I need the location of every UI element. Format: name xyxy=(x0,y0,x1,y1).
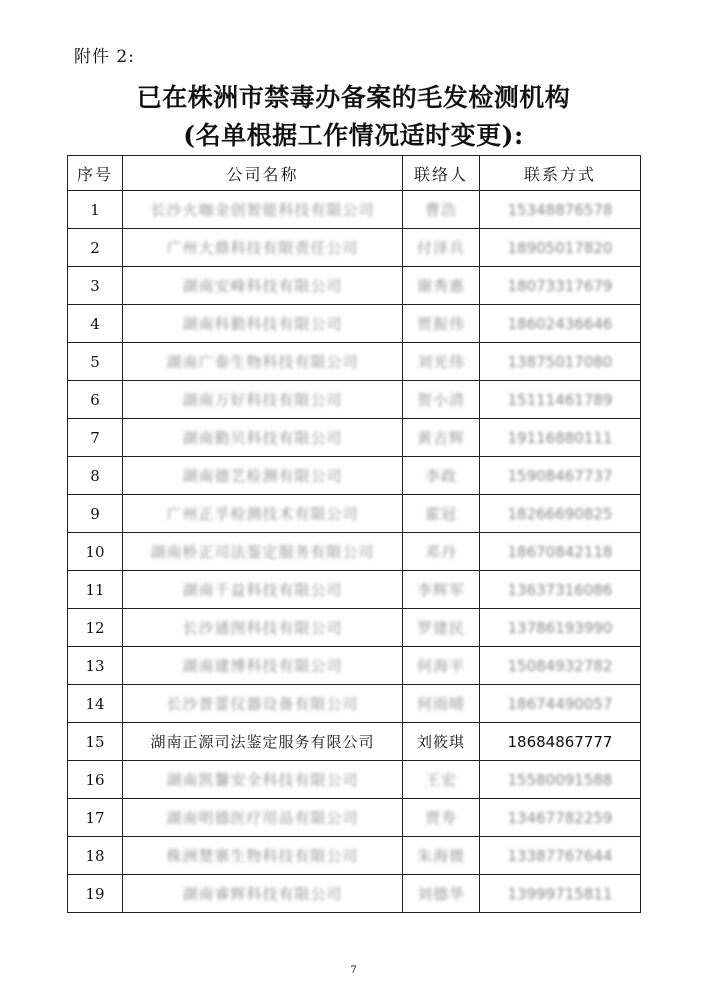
row-phone xyxy=(480,305,641,343)
row-contact-text: 霍冠 xyxy=(424,505,457,523)
header-company: 公司名称 xyxy=(123,156,403,191)
row-serial xyxy=(68,191,123,229)
row-company-text: 湖南明德医疗用品有限公司 xyxy=(166,809,359,827)
row-phone-text: 18670842118 xyxy=(507,542,613,561)
row-contact-text: 谢秀惠 xyxy=(416,277,465,295)
row-contact xyxy=(403,685,480,723)
row-serial-text: 11 xyxy=(85,580,105,599)
row-serial xyxy=(68,723,123,761)
table-row xyxy=(68,685,641,723)
row-phone xyxy=(480,571,641,609)
row-company xyxy=(123,229,403,267)
row-phone-text: 13875017080 xyxy=(507,352,613,371)
row-serial xyxy=(68,799,123,837)
row-phone-text: 18905017820 xyxy=(507,238,613,257)
row-company xyxy=(123,533,403,571)
row-contact-text: 曹浩 xyxy=(424,201,457,219)
row-contact xyxy=(403,381,480,419)
table-body xyxy=(68,191,641,913)
attachment-label: 附件 2: xyxy=(74,47,135,67)
row-contact-text: 罗建民 xyxy=(416,619,465,637)
row-phone-text: 15111461789 xyxy=(507,390,613,409)
table-header xyxy=(68,156,641,191)
row-contact xyxy=(403,229,480,267)
row-company-text: 湖南德艺检测有限公司 xyxy=(182,467,343,485)
table-row xyxy=(68,419,641,457)
row-phone-text: 19116880111 xyxy=(507,428,613,447)
table-row xyxy=(68,837,641,875)
row-serial-text: 2 xyxy=(90,238,100,257)
row-company-text: 湖南睿辉科技有限公司 xyxy=(182,885,343,903)
row-serial xyxy=(68,647,123,685)
row-serial-text: 4 xyxy=(90,314,100,333)
header-serial: 序号 xyxy=(68,156,123,191)
row-company-text: 长沙普蕾仪器设备有限公司 xyxy=(166,695,359,713)
row-contact-text: 刘德华 xyxy=(416,885,465,903)
row-company-text: 长沙通图科技有限公司 xyxy=(182,619,343,637)
row-company xyxy=(123,343,403,381)
row-contact xyxy=(403,647,480,685)
row-company-text: 湖南建博科技有限公司 xyxy=(182,657,343,675)
row-phone xyxy=(480,229,641,267)
row-company xyxy=(123,647,403,685)
row-contact-text: 贾振伟 xyxy=(416,315,465,333)
row-contact-text: 何海平 xyxy=(416,657,465,675)
row-contact-text: 刘光伟 xyxy=(416,353,465,371)
table-row xyxy=(68,229,641,267)
row-company xyxy=(123,495,403,533)
row-contact xyxy=(403,609,480,647)
table-row xyxy=(68,305,641,343)
row-contact xyxy=(403,761,480,799)
row-phone-text: 15084932782 xyxy=(507,656,613,675)
row-serial xyxy=(68,761,123,799)
row-company xyxy=(123,875,403,913)
row-contact-text: 何雨晴 xyxy=(416,695,465,713)
row-company xyxy=(123,571,403,609)
row-contact xyxy=(403,723,480,761)
row-serial xyxy=(68,381,123,419)
table-row xyxy=(68,761,641,799)
row-company-text: 湖南科勤科技有限公司 xyxy=(182,315,343,333)
table-row xyxy=(68,495,641,533)
row-contact-text: 李辉军 xyxy=(416,581,465,599)
row-phone xyxy=(480,191,641,229)
row-company xyxy=(123,381,403,419)
row-phone xyxy=(480,343,641,381)
row-serial-text: 7 xyxy=(90,428,100,447)
row-serial-text: 6 xyxy=(90,390,100,409)
row-phone xyxy=(480,799,641,837)
table-row xyxy=(68,609,641,647)
document-subtitle: (名单根据工作情况适时变更): xyxy=(183,121,524,150)
row-company-text: 广州正孚检测技术有限公司 xyxy=(166,505,359,523)
row-phone-text: 18266690825 xyxy=(507,504,613,523)
row-contact xyxy=(403,837,480,875)
row-serial-text: 9 xyxy=(90,504,100,523)
row-contact xyxy=(403,875,480,913)
row-contact xyxy=(403,419,480,457)
row-serial xyxy=(68,837,123,875)
row-serial xyxy=(68,609,123,647)
table-row xyxy=(68,533,641,571)
row-company xyxy=(123,799,403,837)
row-company-text: 湖南千益科技有限公司 xyxy=(182,581,343,599)
table-row xyxy=(68,381,641,419)
row-serial xyxy=(68,229,123,267)
row-company-text: 湖南安峰科技有限公司 xyxy=(182,277,343,295)
row-phone-text: 13387767644 xyxy=(507,846,613,865)
row-phone-text: 13786193990 xyxy=(507,618,613,637)
row-serial-text: 12 xyxy=(85,618,105,637)
row-company xyxy=(123,419,403,457)
table-row xyxy=(68,723,641,761)
row-phone xyxy=(480,723,641,761)
row-company xyxy=(123,305,403,343)
row-serial-text: 18 xyxy=(85,846,105,865)
row-contact-text: 贺小清 xyxy=(416,391,465,409)
table-row xyxy=(68,799,641,837)
row-serial xyxy=(68,571,123,609)
row-company xyxy=(123,761,403,799)
table-row xyxy=(68,457,641,495)
row-phone-text: 18674490057 xyxy=(507,694,613,713)
table-row xyxy=(68,571,641,609)
row-serial xyxy=(68,685,123,723)
row-company xyxy=(123,837,403,875)
header-contact: 联络人 xyxy=(403,156,480,191)
agency-table xyxy=(67,155,641,913)
row-phone xyxy=(480,647,641,685)
row-company xyxy=(123,685,403,723)
row-serial xyxy=(68,457,123,495)
row-phone xyxy=(480,761,641,799)
document-title: 已在株洲市禁毒办备案的毛发检测机构 xyxy=(136,83,571,112)
row-serial-text: 8 xyxy=(90,466,100,485)
row-phone-text: 18073317679 xyxy=(507,276,613,295)
row-company-text: 湖南勤贝科技有限公司 xyxy=(182,429,343,447)
row-contact xyxy=(403,267,480,305)
row-contact-text: 刘筱琪 xyxy=(416,733,465,751)
table-row xyxy=(68,647,641,685)
row-company-text: 湖南桥正司法鉴定服务有限公司 xyxy=(150,543,375,561)
row-company-text: 株洲楚寨生物科技有限公司 xyxy=(166,847,359,865)
row-contact-text: 贾寿 xyxy=(424,809,457,827)
row-contact xyxy=(403,343,480,381)
header-phone: 联系方式 xyxy=(480,156,641,191)
row-company xyxy=(123,191,403,229)
row-phone-text: 13637316086 xyxy=(507,580,613,599)
page-number: 7 xyxy=(350,965,357,976)
row-company xyxy=(123,457,403,495)
row-phone xyxy=(480,267,641,305)
row-phone xyxy=(480,419,641,457)
row-phone-text: 18602436646 xyxy=(507,314,613,333)
row-company-text: 湖南广泰生物科技有限公司 xyxy=(166,353,359,371)
row-serial-text: 1 xyxy=(90,200,100,219)
row-contact xyxy=(403,191,480,229)
row-serial-text: 14 xyxy=(85,694,105,713)
table-row xyxy=(68,343,641,381)
row-company xyxy=(123,723,403,761)
row-contact-text: 王宏 xyxy=(424,771,457,789)
row-serial-text: 13 xyxy=(85,656,105,675)
row-serial-text: 3 xyxy=(90,276,100,295)
header-row xyxy=(68,156,641,191)
row-serial-text: 17 xyxy=(85,808,105,827)
row-company xyxy=(123,609,403,647)
row-contact-text: 付泽兵 xyxy=(416,239,465,257)
row-phone xyxy=(480,837,641,875)
row-phone-text: 15580091588 xyxy=(507,770,613,789)
row-phone-text: 15908467737 xyxy=(507,466,613,485)
row-serial-text: 5 xyxy=(90,352,100,371)
row-company-text: 广州大鼎科技有限责任公司 xyxy=(166,239,359,257)
row-serial-text: 16 xyxy=(85,770,105,789)
row-contact-text: 李政 xyxy=(424,467,457,485)
row-phone xyxy=(480,381,641,419)
row-serial-text: 15 xyxy=(85,732,105,751)
row-contact xyxy=(403,495,480,533)
row-serial xyxy=(68,875,123,913)
row-contact-text: 邓丹 xyxy=(424,543,457,561)
row-contact xyxy=(403,305,480,343)
row-phone xyxy=(480,685,641,723)
row-serial xyxy=(68,495,123,533)
row-contact-text: 朱海微 xyxy=(416,847,465,865)
row-contact-text: 黄吉辉 xyxy=(416,429,465,447)
row-company-text: 湖南凯馨安全科技有限公司 xyxy=(166,771,359,789)
row-serial xyxy=(68,267,123,305)
row-phone-text: 15348876578 xyxy=(507,200,613,219)
table-row xyxy=(68,191,641,229)
row-phone xyxy=(480,609,641,647)
row-serial-text: 10 xyxy=(85,542,105,561)
row-serial xyxy=(68,343,123,381)
row-serial xyxy=(68,533,123,571)
row-phone xyxy=(480,457,641,495)
row-phone xyxy=(480,495,641,533)
row-contact xyxy=(403,533,480,571)
row-company xyxy=(123,267,403,305)
row-phone-text: 13999715811 xyxy=(507,884,613,903)
row-phone xyxy=(480,533,641,571)
row-serial xyxy=(68,305,123,343)
row-company-text: 湖南万好科技有限公司 xyxy=(182,391,343,409)
row-contact xyxy=(403,571,480,609)
row-phone-text: 18684867777 xyxy=(507,732,613,751)
row-phone xyxy=(480,875,641,913)
row-phone-text: 13467782259 xyxy=(507,808,613,827)
row-serial-text: 19 xyxy=(85,884,105,903)
table-row xyxy=(68,267,641,305)
row-contact xyxy=(403,799,480,837)
row-company-text: 长沙火咖金创智能科技有限公司 xyxy=(150,201,375,219)
row-contact xyxy=(403,457,480,495)
row-company-text: 湖南正源司法鉴定服务有限公司 xyxy=(150,733,375,751)
row-serial xyxy=(68,419,123,457)
table-row xyxy=(68,875,641,913)
